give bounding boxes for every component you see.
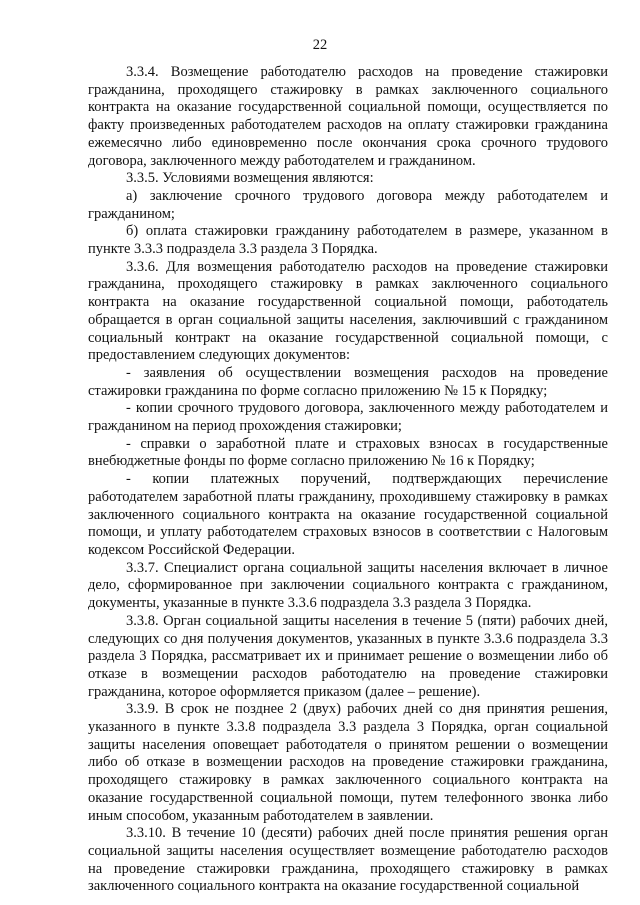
- paragraph-3-3-5: 3.3.5. Условиями возмещения являются:: [126, 170, 374, 187]
- paragraph-3-3-6: 3.3.6. Для возмещения работодателю расходов на проведение стажировки гражданина, проходящего стажировку в рамках заключенного социального контракта на оказание государственной социальной помощи, работодатель обращается в орган социальной защиты населения, заключивший с гражданином социальный контракт на оказание государственной социальной помощи, с предоставлением следующих документов:: [88, 258, 608, 364]
- paragraph-3-3-4: 3.3.4. Возмещение работодателю расходов на проведение стажировки гражданина, проходящего стажировку в рамках заключенного социального контракта на оказание государственной социальной помощи, осуществляется по факту произведенных работодателем расходов на оплату стажировки гражданина ежемесячно либо единовременно после окончания срока срочного трудового договора, заключенного между работодателем и гражданином.: [88, 64, 608, 169]
- document-list-item: - справки о заработной плате и страховых взносах в государственные внебюджетные фонды по форме согласно приложению № 16 к Порядку;: [88, 435, 608, 470]
- paragraph-3-3-9: 3.3.9. В срок не позднее 2 (двух) рабочих дней со дня принятия решения, указанного в пункте 3.3.8 подраздела 3.3 раздела 3 Порядка, орган социальной защиты населения оповещает работодателя о принятом решении о возмещении либо об отказе в возмещении расходов на проведение стажировки гражданина, проходящего стажировку в рамках заключенного социального контракта на оказание государственной социальной помощи, путем телефонного звонка либо иным способом, указанным работодателем в заявлении.: [88, 701, 608, 824]
- document-body: [88, 64, 608, 896]
- condition-item-b: б) оплата стажировки гражданину работодателем в размере, указанном в пункте 3.3.3 подраздела 3.3 раздела 3 Порядка.: [88, 223, 608, 258]
- page-number: 22: [312, 37, 328, 53]
- paragraph-3-3-8: 3.3.8. Орган социальной защиты населения в течение 5 (пяти) рабочих дней, следующих со дня получения документов, указанных в пункте 3.3.6 подраздела 3.3 раздела 3 Порядка, рассматривает их и принимает решение о возмещении либо об отказе в возмещении расходов работодателю на проведение стажировки гражданина, которое оформляется приказом (далее – решение).: [88, 612, 608, 700]
- document-list-item: - копии срочного трудового договора, заключенного между работодателем и гражданином на период прохождения стажировки;: [88, 400, 608, 435]
- condition-item-a: а) заключение срочного трудового договора между работодателем и гражданином;: [88, 187, 608, 222]
- document-list-item: - копии платежных поручений, подтверждающих перечисление работодателем заработной платы гражданину, проходившему стажировку в рамках заключенного социального контракта на оказание государственной социальной помощи, и уплату работодателем страховых взносов в соответствии с Налоговым кодексом Российской Федерации.: [88, 471, 608, 558]
- paragraph-3-3-10: 3.3.10. В течение 10 (десяти) рабочих дней после принятия решения орган социальной защиты населения осуществляет возмещение работодателю расходов на проведение стажировки гражданина, проходящего стажировку в рамках заключенного социального контракта на оказание государственной социальной: [88, 825, 608, 895]
- paragraph-3-3-7: 3.3.7. Специалист органа социальной защиты населения включает в личное дело, сформированное при заключении социального контракта с гражданином, документы, указанные в пункте 3.3.6 подраздела 3.3 раздела 3 Порядка.: [88, 559, 608, 612]
- document-list-item: - заявления об осуществлении возмещения расходов на проведение стажировки гражданина по форме согласно приложению № 15 к Порядку;: [88, 364, 608, 399]
